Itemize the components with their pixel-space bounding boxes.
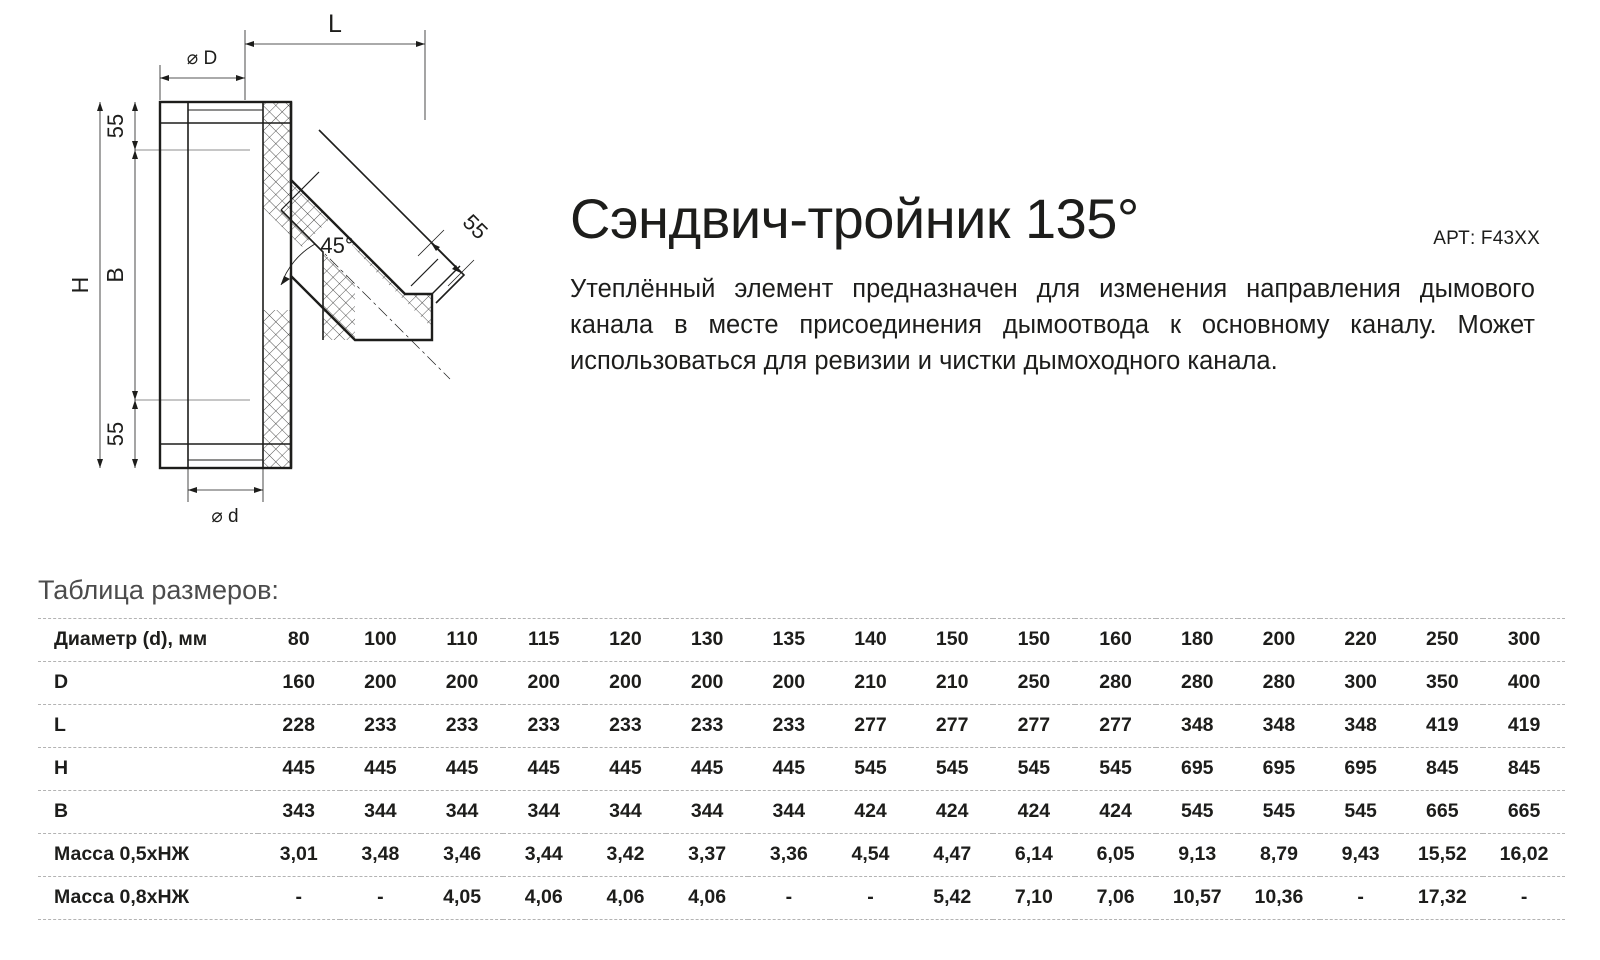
- cell: 200: [748, 662, 830, 705]
- cell: 545: [1238, 791, 1320, 834]
- cell: 200: [1238, 619, 1320, 662]
- sizes-table: [38, 618, 1565, 920]
- cell: 277: [830, 705, 912, 748]
- cell: 233: [666, 705, 748, 748]
- table-row: [38, 705, 1565, 748]
- cell: 445: [421, 748, 503, 791]
- cell: 8,79: [1238, 834, 1320, 877]
- cell: 250: [1401, 619, 1483, 662]
- row-header: H: [38, 748, 258, 791]
- cell: 280: [1238, 662, 1320, 705]
- cell: 695: [1238, 748, 1320, 791]
- cell: 233: [340, 705, 422, 748]
- cell: 300: [1320, 662, 1402, 705]
- cell: 3,42: [585, 834, 667, 877]
- cell: 3,46: [421, 834, 503, 877]
- cell: 300: [1483, 619, 1565, 662]
- dim-label-top-55: 55: [103, 113, 128, 139]
- cell: 160: [1075, 619, 1157, 662]
- row-header: Масса 0,8хНЖ: [38, 877, 258, 920]
- cell: -: [340, 877, 422, 920]
- cell: 233: [585, 705, 667, 748]
- cell: 424: [830, 791, 912, 834]
- dim-label-B: B: [102, 267, 128, 283]
- cell: 344: [666, 791, 748, 834]
- cell: 180: [1156, 619, 1238, 662]
- cell: 200: [503, 662, 585, 705]
- row-header: D: [38, 662, 258, 705]
- cell: 4,06: [503, 877, 585, 920]
- cell: -: [830, 877, 912, 920]
- cell: 7,06: [1075, 877, 1157, 920]
- cell: 344: [585, 791, 667, 834]
- dim-label-branch-55: 55: [457, 209, 493, 245]
- cell: 424: [1075, 791, 1157, 834]
- cell: 3,37: [666, 834, 748, 877]
- cell: 3,44: [503, 834, 585, 877]
- cell: 7,10: [993, 877, 1075, 920]
- cell: -: [748, 877, 830, 920]
- cell: 845: [1483, 748, 1565, 791]
- cell: 9,13: [1156, 834, 1238, 877]
- sizes-table-body: [38, 619, 1565, 920]
- cell: 115: [503, 619, 585, 662]
- cell: 419: [1483, 705, 1565, 748]
- cell: 4,47: [911, 834, 993, 877]
- cell: 210: [830, 662, 912, 705]
- cell: 445: [666, 748, 748, 791]
- cell: 344: [503, 791, 585, 834]
- cell: 545: [911, 748, 993, 791]
- cell: 100: [340, 619, 422, 662]
- cell: 348: [1156, 705, 1238, 748]
- product-description: Утеплённый элемент предназначен для изменения направления дымового канала в месте присоединения дымоотвода к основному каналу. Может использоваться для ревизии и чистки дымоходного канала.: [570, 274, 1535, 376]
- cell: 400: [1483, 662, 1565, 705]
- cell: 233: [503, 705, 585, 748]
- cell: 695: [1156, 748, 1238, 791]
- cell: 3,48: [340, 834, 422, 877]
- dim-label-diameter-d: ⌀ d: [211, 506, 239, 527]
- cell: 348: [1320, 705, 1402, 748]
- cell: 545: [1075, 748, 1157, 791]
- cell: 277: [993, 705, 1075, 748]
- cell: 545: [1320, 791, 1402, 834]
- cell: 150: [993, 619, 1075, 662]
- cell: 220: [1320, 619, 1402, 662]
- cell: 695: [1320, 748, 1402, 791]
- cell: 6,14: [993, 834, 1075, 877]
- dim-label-H: H: [67, 276, 93, 294]
- cell: 665: [1483, 791, 1565, 834]
- cell: 140: [830, 619, 912, 662]
- cell: 445: [340, 748, 422, 791]
- table-row: [38, 662, 1565, 705]
- cell: 200: [340, 662, 422, 705]
- cell: 5,42: [911, 877, 993, 920]
- cell: 135: [748, 619, 830, 662]
- cell: 110: [421, 619, 503, 662]
- cell: -: [258, 877, 340, 920]
- cell: 545: [830, 748, 912, 791]
- page-title: Сэндвич-тройник 135°: [570, 187, 1139, 250]
- cell: 200: [421, 662, 503, 705]
- cell: 445: [585, 748, 667, 791]
- cell: 233: [421, 705, 503, 748]
- table-row: [38, 619, 1565, 662]
- insulation-hatch: [263, 102, 432, 468]
- cell: 348: [1238, 705, 1320, 748]
- cell: 280: [1156, 662, 1238, 705]
- cell: 15,52: [1401, 834, 1483, 877]
- cell: 4,06: [585, 877, 667, 920]
- cell: 10,57: [1156, 877, 1238, 920]
- table-row: [38, 748, 1565, 791]
- cell: 545: [993, 748, 1075, 791]
- cell: 277: [1075, 705, 1157, 748]
- cell: 445: [503, 748, 585, 791]
- cell: 6,05: [1075, 834, 1157, 877]
- cell: 17,32: [1401, 877, 1483, 920]
- cell: 344: [748, 791, 830, 834]
- cell: 150: [911, 619, 993, 662]
- cell: 545: [1156, 791, 1238, 834]
- cell: 344: [421, 791, 503, 834]
- row-header: Диаметр (d), мм: [38, 619, 258, 662]
- cell: 160: [258, 662, 340, 705]
- cell: 120: [585, 619, 667, 662]
- product-info: [570, 187, 1550, 379]
- technical-drawing: [40, 10, 560, 530]
- cell: 343: [258, 791, 340, 834]
- row-header: Масса 0,5хНЖ: [38, 834, 258, 877]
- table-row: [38, 791, 1565, 834]
- cell: 233: [748, 705, 830, 748]
- dim-label-diameter-D: ⌀ D: [186, 48, 218, 69]
- cell: 280: [1075, 662, 1157, 705]
- cell: 130: [666, 619, 748, 662]
- cell: 200: [666, 662, 748, 705]
- cell: 445: [748, 748, 830, 791]
- cell: 4,54: [830, 834, 912, 877]
- cell: 277: [911, 705, 993, 748]
- table-row: [38, 834, 1565, 877]
- dim-label-angle: 45°: [320, 233, 354, 258]
- cell: 665: [1401, 791, 1483, 834]
- cell: 4,06: [666, 877, 748, 920]
- cell: -: [1320, 877, 1402, 920]
- cell: 419: [1401, 705, 1483, 748]
- dim-label-L: L: [328, 10, 342, 38]
- cell: 3,01: [258, 834, 340, 877]
- cell: 424: [993, 791, 1075, 834]
- cell: 4,05: [421, 877, 503, 920]
- table-row: [38, 877, 1565, 920]
- cell: 16,02: [1483, 834, 1565, 877]
- dim-label-bottom-55: 55: [103, 421, 128, 447]
- cell: 3,36: [748, 834, 830, 877]
- cell: 80: [258, 619, 340, 662]
- cell: 250: [993, 662, 1075, 705]
- cell: 10,36: [1238, 877, 1320, 920]
- cell: 424: [911, 791, 993, 834]
- article-number: АРТ: F43XX: [1433, 228, 1540, 249]
- row-header: B: [38, 791, 258, 834]
- cell: 344: [340, 791, 422, 834]
- cell: 200: [585, 662, 667, 705]
- drawing-svg: [40, 10, 560, 530]
- cell: 228: [258, 705, 340, 748]
- cell: 9,43: [1320, 834, 1402, 877]
- cell: -: [1483, 877, 1565, 920]
- table-caption: Таблица размеров:: [38, 575, 279, 605]
- cell: 445: [258, 748, 340, 791]
- row-header: L: [38, 705, 258, 748]
- cell: 350: [1401, 662, 1483, 705]
- cell: 210: [911, 662, 993, 705]
- cell: 845: [1401, 748, 1483, 791]
